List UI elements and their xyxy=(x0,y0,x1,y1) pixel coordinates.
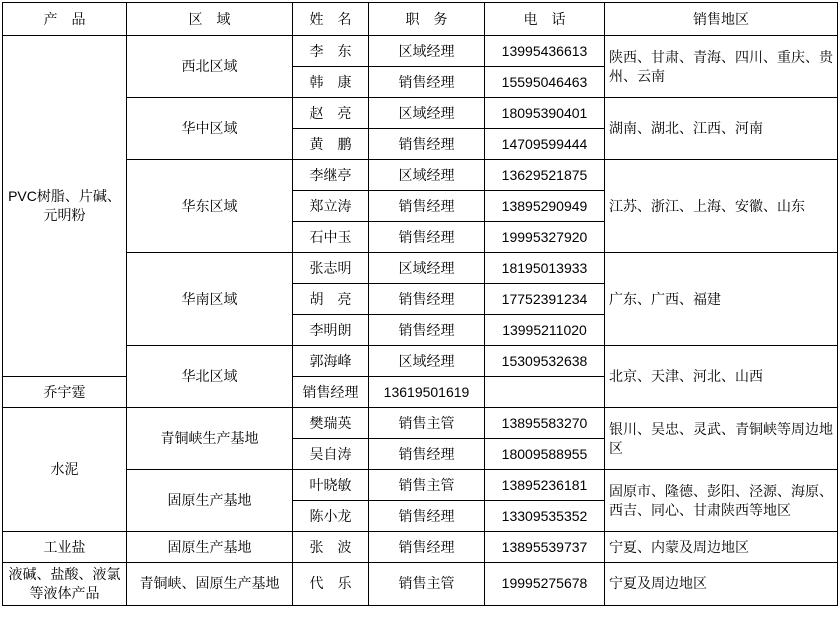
job-title-cell: 销售主管 xyxy=(369,563,485,606)
region-cell: 西北区域 xyxy=(127,36,293,98)
region-cell: 华中区域 xyxy=(127,98,293,160)
column-header-phone: 电 话 xyxy=(485,3,605,36)
phone-cell: 13309535352 xyxy=(485,501,605,532)
sales-area-cell: 宁夏、内蒙及周边地区 xyxy=(605,532,838,563)
job-title-cell: 区域经理 xyxy=(369,160,485,191)
phone-cell: 19995275678 xyxy=(485,563,605,606)
product-cell: 液碱、盐酸、液氯等液体产品 xyxy=(3,563,127,606)
table-row xyxy=(3,408,838,439)
sales-area-cell: 江苏、浙江、上海、安徽、山东 xyxy=(605,160,838,253)
contact-name-cell: 代 乐 xyxy=(293,563,369,606)
contact-name-cell: 石中玉 xyxy=(293,222,369,253)
contact-name-cell: 韩 康 xyxy=(293,67,369,98)
job-title-cell: 销售经理 xyxy=(369,315,485,346)
phone-cell: 18195013933 xyxy=(485,253,605,284)
job-title-cell: 区域经理 xyxy=(369,98,485,129)
job-title-cell: 区域经理 xyxy=(369,36,485,67)
product-cell: 水泥 xyxy=(3,408,127,532)
phone-cell: 13895236181 xyxy=(485,470,605,501)
sales-area-cell: 广东、广西、福建 xyxy=(605,253,838,346)
phone-cell: 13895539737 xyxy=(485,532,605,563)
job-title-cell: 区域经理 xyxy=(369,346,485,377)
phone-cell: 17752391234 xyxy=(485,284,605,315)
sales-area-cell: 湖南、湖北、江西、河南 xyxy=(605,98,838,160)
table-row xyxy=(3,160,838,191)
job-title-cell: 销售经理 xyxy=(369,284,485,315)
column-header-region: 区 域 xyxy=(127,3,293,36)
phone-cell: 15595046463 xyxy=(485,67,605,98)
job-title-cell: 销售经理 xyxy=(369,501,485,532)
contact-name-cell: 李 东 xyxy=(293,36,369,67)
phone-cell: 13895583270 xyxy=(485,408,605,439)
product-cell: PVC树脂、片碱、元明粉 xyxy=(3,36,127,377)
job-title-cell: 销售经理 xyxy=(369,222,485,253)
job-title-cell: 区域经理 xyxy=(369,253,485,284)
contact-name-cell: 乔宇霆 xyxy=(3,377,127,408)
contact-name-cell: 郑立涛 xyxy=(293,191,369,222)
contact-name-cell: 赵 亮 xyxy=(293,98,369,129)
table-header xyxy=(3,3,838,36)
region-cell: 固原生产基地 xyxy=(127,470,293,532)
job-title-cell: 销售经理 xyxy=(369,67,485,98)
phone-cell: 13629521875 xyxy=(485,160,605,191)
table-row xyxy=(3,253,838,284)
table-row xyxy=(3,563,838,606)
sales-contact-table xyxy=(2,2,838,606)
contact-name-cell: 黄 鹏 xyxy=(293,129,369,160)
sales-area-cell: 北京、天津、河北、山西 xyxy=(605,346,838,408)
phone-cell: 13995436613 xyxy=(485,36,605,67)
phone-cell: 14709599444 xyxy=(485,129,605,160)
contact-name-cell: 李继亭 xyxy=(293,160,369,191)
phone-cell: 18095390401 xyxy=(485,98,605,129)
phone-cell: 13895290949 xyxy=(485,191,605,222)
table-row xyxy=(3,532,838,563)
phone-cell: 15309532638 xyxy=(485,346,605,377)
contact-name-cell: 胡 亮 xyxy=(293,284,369,315)
sales-area-cell: 银川、吴忠、灵武、青铜峡等周边地区 xyxy=(605,408,838,470)
contact-name-cell: 樊瑞英 xyxy=(293,408,369,439)
job-title-cell: 销售经理 xyxy=(293,377,369,408)
contact-name-cell: 郭海峰 xyxy=(293,346,369,377)
phone-cell: 13619501619 xyxy=(369,377,485,408)
table-body xyxy=(3,36,838,606)
table-header-row xyxy=(3,3,838,36)
phone-cell: 13995211020 xyxy=(485,315,605,346)
job-title-cell: 销售经理 xyxy=(369,129,485,160)
column-header-title: 职 务 xyxy=(369,3,485,36)
job-title-cell: 销售主管 xyxy=(369,408,485,439)
product-cell: 工业盐 xyxy=(3,532,127,563)
column-header-sales-area: 销售地区 xyxy=(605,3,838,36)
region-cell: 青铜峡生产基地 xyxy=(127,408,293,470)
contact-name-cell: 叶晓敏 xyxy=(293,470,369,501)
column-header-product: 产 品 xyxy=(3,3,127,36)
contact-name-cell: 陈小龙 xyxy=(293,501,369,532)
contact-name-cell: 张志明 xyxy=(293,253,369,284)
column-header-name: 姓 名 xyxy=(293,3,369,36)
table-row xyxy=(3,98,838,129)
region-cell: 华北区域 xyxy=(127,346,293,408)
job-title-cell: 销售主管 xyxy=(369,470,485,501)
contact-name-cell: 张 波 xyxy=(293,532,369,563)
region-cell: 华南区域 xyxy=(127,253,293,346)
sales-area-cell: 宁夏及周边地区 xyxy=(605,563,838,606)
table-row xyxy=(3,36,838,67)
contact-name-cell: 吴自涛 xyxy=(293,439,369,470)
job-title-cell: 销售经理 xyxy=(369,191,485,222)
phone-cell: 18009588955 xyxy=(485,439,605,470)
phone-cell: 19995327920 xyxy=(485,222,605,253)
region-cell: 青铜峡、固原生产基地 xyxy=(127,563,293,606)
sales-area-cell: 陕西、甘肃、青海、四川、重庆、贵州、云南 xyxy=(605,36,838,98)
contact-name-cell: 李明朗 xyxy=(293,315,369,346)
job-title-cell: 销售经理 xyxy=(369,439,485,470)
table-row xyxy=(3,470,838,501)
sales-area-cell: 固原市、隆德、彭阳、泾源、海原、西吉、同心、甘肃陕西等地区 xyxy=(605,470,838,532)
region-cell: 华东区域 xyxy=(127,160,293,253)
job-title-cell: 销售经理 xyxy=(369,532,485,563)
table-row xyxy=(3,346,838,377)
region-cell: 固原生产基地 xyxy=(127,532,293,563)
